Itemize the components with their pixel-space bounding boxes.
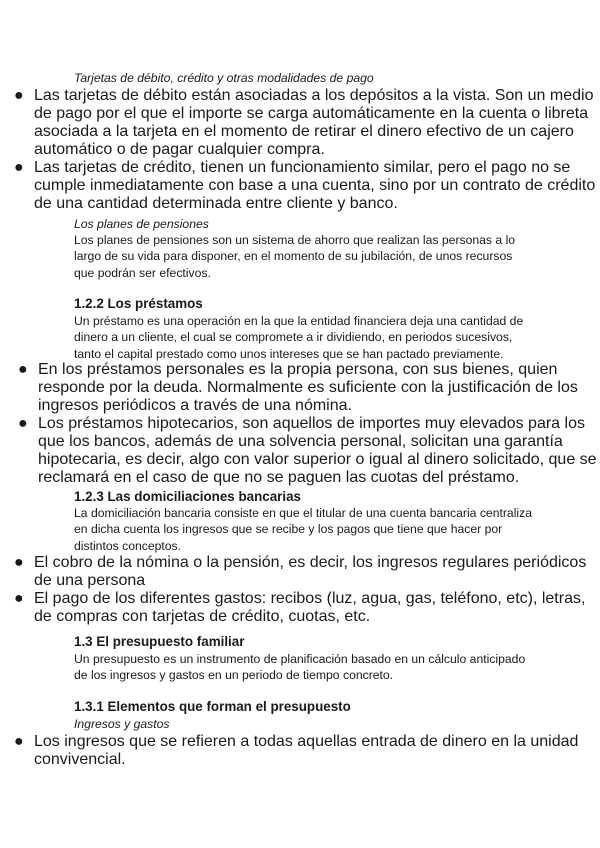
budget-heading: 1.3 El presupuesto familiar	[74, 634, 245, 649]
list-item-text: El pago de los diferentes gastos: recibos (luz, agua, gas, teléfono, etc), letras, de compras con tarjetas de crédito, cuotas, etc.	[34, 590, 586, 625]
direct-debits-heading: 1.2.3 Las domiciliaciones bancarias	[74, 489, 302, 504]
loans-paragraph: Un préstamo es una operación en la que la entidad financiera deja una cantidad de dinero a un cliente, el cual se compromete a ir dividiendo, en periodos sucesivos, tanto el capital prestado como unos intereses que se han pactado previamente.	[74, 314, 524, 361]
cards-bullet-list	[0, 87, 600, 213]
list-item	[0, 87, 600, 159]
bullet-icon: ●	[14, 733, 24, 750]
list-item	[0, 159, 600, 213]
list-item-text: Los préstamos hipotecarios, son aquellos de importes muy elevados para los que los bancos, además de una solvencia personal, solicitan una garantía hipotecaria, es decir, algo con valor superior o igual al dinero solicitado, que se reclamará en el caso de que no se paguen las cuotas del préstamo.	[38, 415, 597, 486]
budget-elements-bullet-list	[0, 733, 600, 769]
list-item-text: Las tarjetas de crédito, tienen un funcionamiento similar, pero el pago no se cumple inmediatamente con base a una cuenta, sino por un contrato de crédito de una cantidad determinada entre cliente y banco.	[34, 159, 596, 212]
list-item-text: Los ingresos que se refieren a todas aquellas entrada de dinero en la unidad convivencial.	[34, 733, 579, 768]
bullet-icon: ●	[14, 590, 24, 607]
list-item	[0, 590, 600, 626]
list-item-text: El cobro de la nómina o la pensión, es decir, los ingresos regulares periódicos de una persona	[34, 554, 587, 589]
bullet-icon: ●	[18, 361, 28, 378]
direct-debits-bullet-list	[0, 554, 600, 626]
list-item-text: Las tarjetas de débito están asociadas a los depósitos a la vista. Son un medio de pago por el que el importe se carga automáticamente en la cuenta o libreta asociada a la tarjeta en el momento de retirar el dinero efectivo de un cajero automático o de pagar cualquier compra.	[34, 87, 594, 158]
cards-heading: Tarjetas de débito, crédito y otras modalidades de pago	[74, 71, 374, 85]
pensions-paragraph: Los planes de pensiones son un sistema de ahorro que realizan las personas a lo largo de su vida para disponer, en el momento de su jubilación, de unos recursos que podrán ser efectivos.	[74, 233, 516, 280]
list-item-text: En los préstamos personales es la propia persona, con sus bienes, quien responde por la deuda. Normalmente es suficiente con la justificación de los ingresos periódicos a través de una nómina.	[38, 361, 578, 414]
bullet-icon: ●	[14, 159, 24, 176]
pensions-heading: Los planes de pensiones	[74, 217, 209, 231]
list-item	[0, 361, 600, 415]
budget-elements-subheading: Ingresos y gastos	[74, 717, 170, 731]
loans-bullet-list	[0, 361, 600, 487]
list-item	[0, 733, 600, 769]
list-item	[0, 415, 600, 487]
budget-elements-heading: 1.3.1 Elementos que forman el presupuesto	[74, 699, 351, 714]
bullet-icon: ●	[18, 415, 28, 432]
bullet-icon: ●	[14, 87, 24, 104]
budget-paragraph: Un presupuesto es un instrumento de planificación basado en un cálculo anticipado de los ingresos y gastos en un periodo de tiempo concreto.	[74, 652, 526, 683]
direct-debits-paragraph: La domiciliación bancaria consiste en que el titular de una cuenta bancaria centraliza en dicha cuenta los ingresos que se recibe y los pagos que tiene que hacer por distintos conceptos.	[74, 506, 532, 553]
loans-heading: 1.2.2 Los préstamos	[74, 296, 203, 311]
list-item	[0, 554, 600, 590]
bullet-icon: ●	[14, 554, 24, 571]
